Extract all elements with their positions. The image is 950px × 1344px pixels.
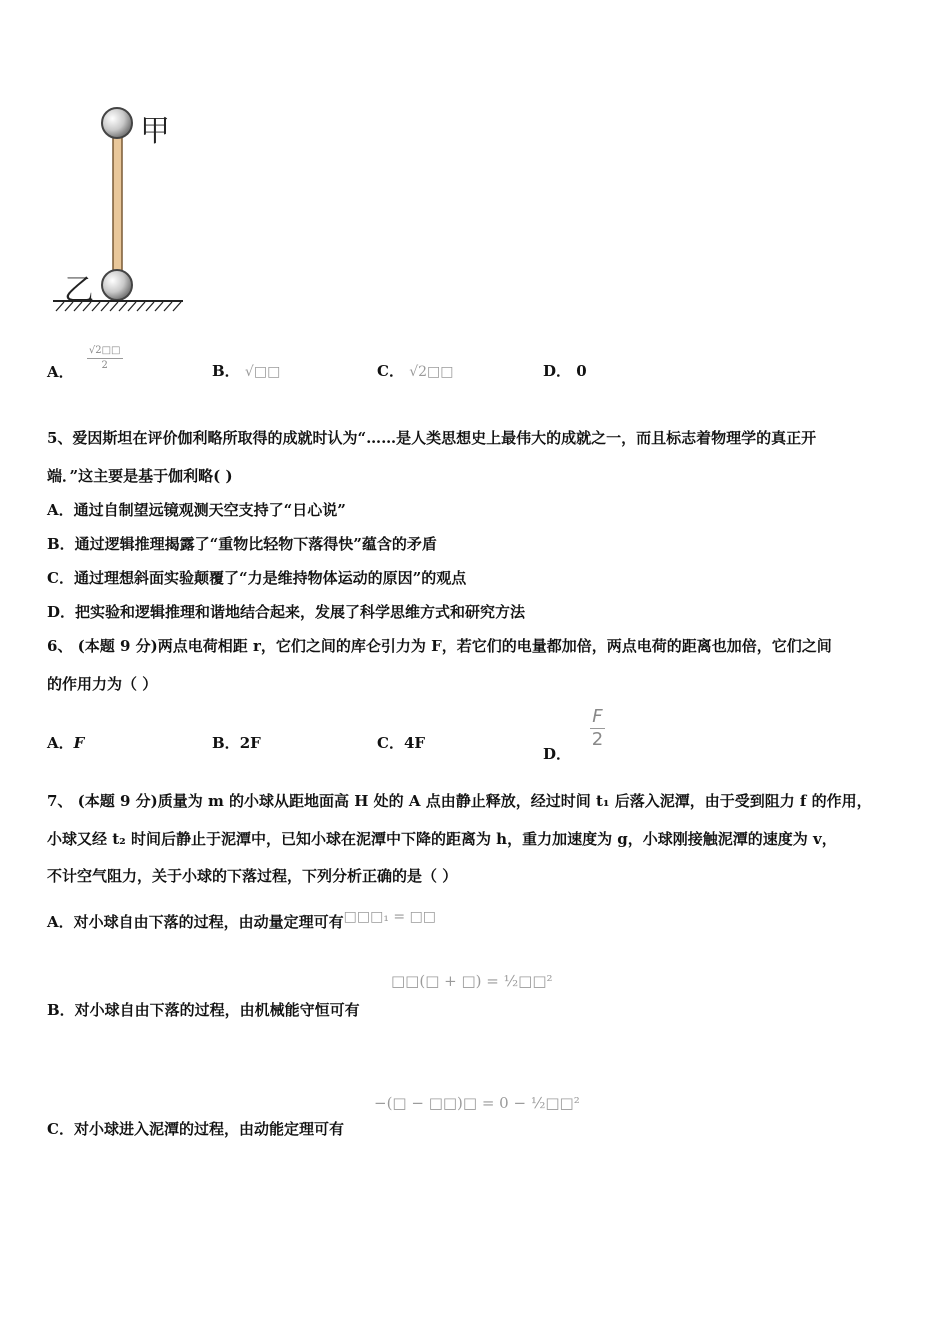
q4-option-a xyxy=(47,345,123,381)
q6-stem-line-1: 6、 (本题 9 分)两点电荷相距 r，它们之间的库仑引力为 F，若它们的电量都加倍，两点电荷的距离也加倍，它们之间 xyxy=(47,637,832,655)
q7-option-c: C．对小球进入泥潭的过程，由动能定理可有 xyxy=(47,1120,344,1138)
q4-option-a-label: A． xyxy=(47,362,74,381)
q6-option-c-value: 4F xyxy=(403,734,426,752)
label-jia: 甲 xyxy=(140,114,170,149)
q4-option-a-den: 2 xyxy=(101,360,108,371)
q7-formula-c: −(□ − □□)□ = 0 − ½□□² xyxy=(374,1094,580,1112)
q5-option-c: C．通过理想斜面实验颠覆了“力是维持物体运动的原因”的观点 xyxy=(47,569,467,587)
q6-option-a xyxy=(47,732,84,753)
ball-top xyxy=(102,108,132,138)
q4-option-b xyxy=(212,360,280,381)
q6-option-b-value: 2F xyxy=(239,734,261,752)
q7-option-a xyxy=(47,909,437,933)
q4-option-c-value: √2□□ xyxy=(409,364,454,380)
q5-option-a: A．通过自制望远镜观测天空支持了“日心说” xyxy=(47,501,346,519)
q7-stem-line-2: 小球又经 t₂ 时间后静止于泥潭中，已知小球在泥潭中下降的距离为 h，重力加速度为 g，小球刚接触泥潭的速度为 v， xyxy=(47,830,837,848)
q6-option-d-label: D． xyxy=(543,744,572,763)
q7-stem-line-1: 7、 (本题 9 分)质量为 m 的小球从距地面高 H 处的 A 点由静止释放，经过时间 t₁ 后落入泥潭，由于受到阻力 f 的作用， xyxy=(47,792,872,810)
q6-option-c-label: C． xyxy=(377,734,404,752)
q7-formula-a: □□□₁ = □□ xyxy=(343,909,437,925)
q4-option-b-label: B． xyxy=(212,362,240,380)
rod xyxy=(113,133,122,281)
q4-option-d-value: 0 xyxy=(576,362,587,380)
q6-option-a-label: A． xyxy=(47,734,74,752)
q4-option-b-value: √□□ xyxy=(244,364,281,380)
q5-stem-line-1: 5、爱因斯坦在评价伽利略所取得的成就时认为“……是人类思想史上最伟大的成就之一，而且标志着物理学的真正开 xyxy=(47,429,817,447)
q7-option-b: B．对小球自由下落的过程，由机械能守恒可有 xyxy=(47,1001,360,1019)
q7-stem-line-3: 不计空气阻力，关于小球的下落过程，下列分析正确的是（ ） xyxy=(47,867,458,885)
q7-formula-b: □□(□ + □) = ½□□² xyxy=(391,972,553,990)
q6-option-b-label: B． xyxy=(212,734,240,752)
q6-option-d-num: F xyxy=(592,706,603,727)
q5-option-b: B．通过逻辑推理揭露了“重物比轻物下落得快”蕴含的矛盾 xyxy=(47,535,437,553)
q4-option-d xyxy=(543,360,587,381)
q4-option-c xyxy=(377,360,453,381)
q7-option-a-text: A．对小球自由下落的过程，由动量定理可有 xyxy=(47,913,344,931)
q4-option-c-label: C． xyxy=(377,362,404,380)
q4-option-a-num: √2□□ xyxy=(87,346,123,359)
q6-option-d-den: 2 xyxy=(591,729,604,750)
q6-option-a-value: F xyxy=(73,734,85,752)
q6-option-b xyxy=(212,732,261,753)
ball-bottom xyxy=(102,270,132,300)
q6-option-c xyxy=(377,732,425,753)
q5-stem-line-2: 端．”这主要是基于伽利略( ) xyxy=(47,467,233,485)
q6-stem-line-2: 的作用力为（ ） xyxy=(47,675,158,693)
q5-option-d: D．把实验和逻辑推理和谐地结合起来，发展了科学思维方式和研究方法 xyxy=(47,603,526,621)
q6-option-d xyxy=(543,706,605,763)
label-yi: 乙 xyxy=(64,273,94,308)
q6-option-d-fraction xyxy=(590,708,604,749)
q4-option-d-label: D． xyxy=(543,362,572,380)
q4-option-a-fraction xyxy=(87,346,123,371)
